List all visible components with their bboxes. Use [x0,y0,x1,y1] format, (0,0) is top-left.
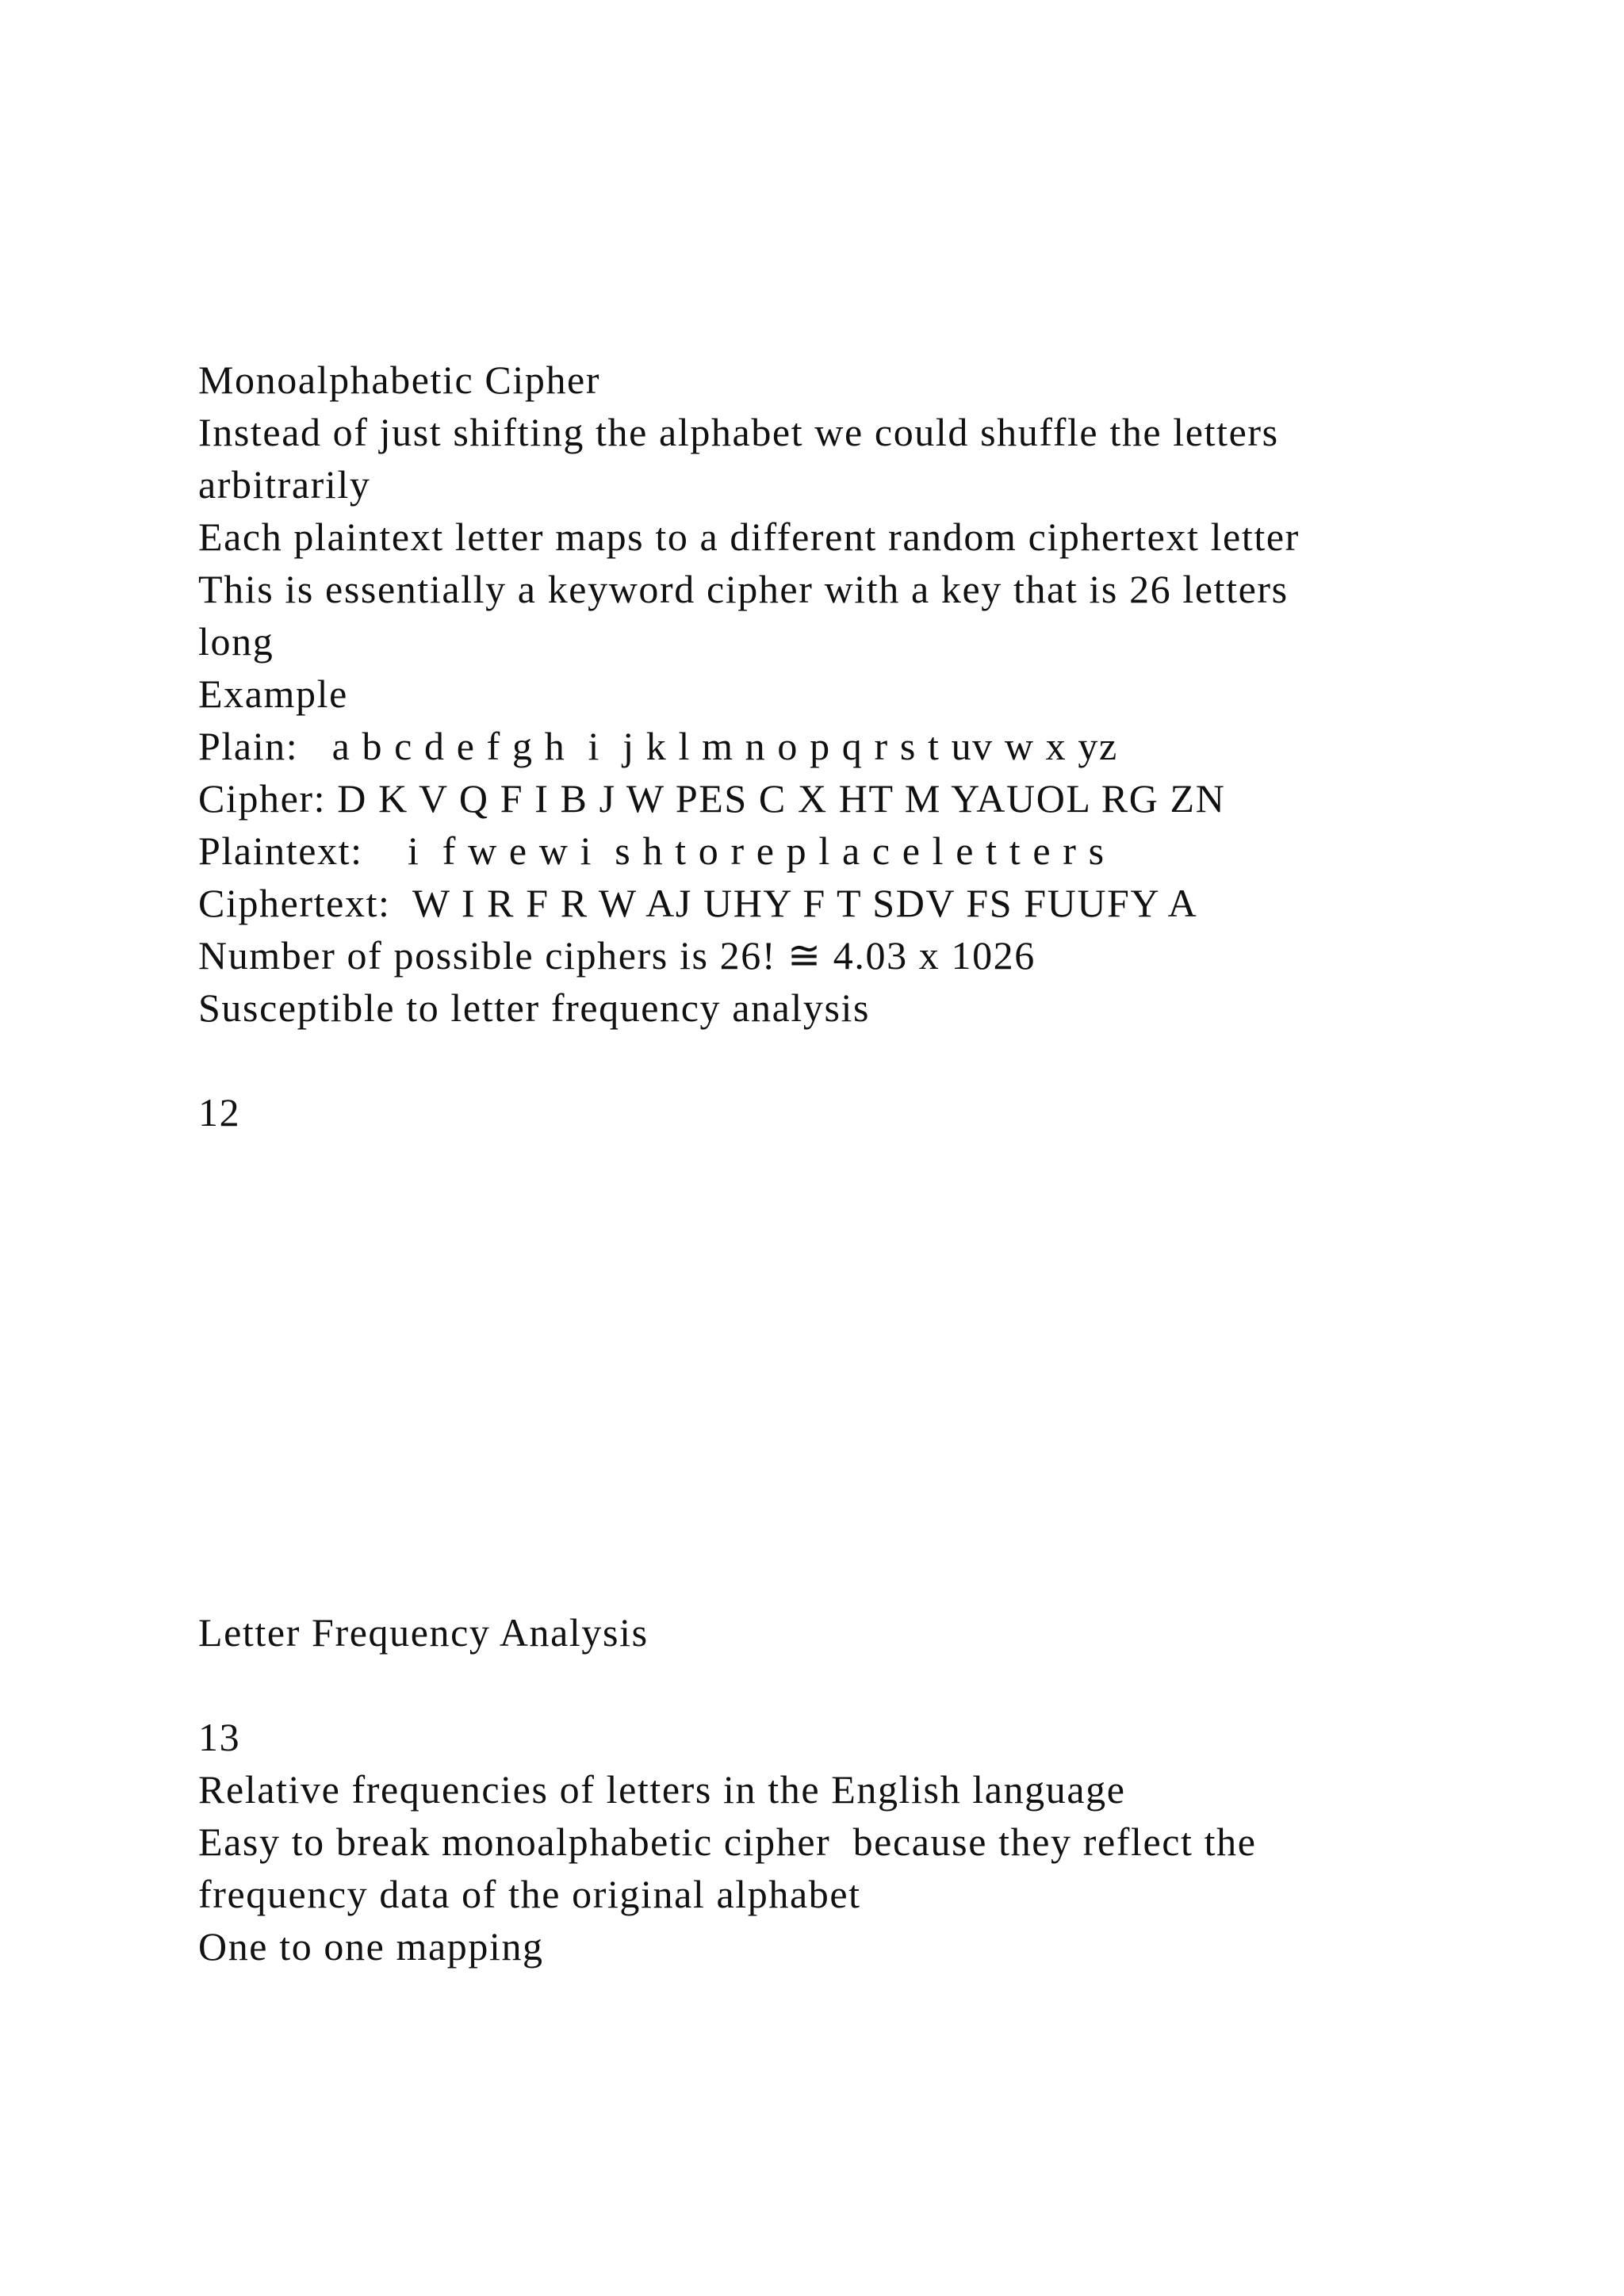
body-line: arbitrarily [198,462,371,507]
body-line: One to one mapping [198,1924,544,1969]
body-line: Easy to break monoalphabetic cipher because they reflect the [198,1820,1257,1864]
section-title-letter-frequency-analysis: Letter Frequency Analysis [198,1610,649,1655]
section-title-monoalphabetic-cipher: Monoalphabetic Cipher [198,358,601,402]
page-number: 12 [198,1090,241,1135]
cipher-alphabet-line: Cipher: D K V Q F I B J W PES C X HT M YAUOL RG ZN [198,776,1226,821]
ciphertext-example-line: Ciphertext: W I R F R W AJ UHY F T SDV FS FUUFY A [198,881,1198,925]
page-number: 13 [198,1715,241,1759]
body-line: Each plaintext letter maps to a different random ciphertext letter [198,515,1300,559]
plain-alphabet-line: Plain: a b c d e f g h i j k l m n o p q r s t uv w x yz [198,724,1118,768]
plaintext-example-line: Plaintext: i f w e w i s h t o r e p l a c e l e t t e r s [198,828,1105,873]
body-line: frequency data of the original alphabet [198,1872,861,1916]
body-line: Example [198,672,348,716]
body-line: This is essentially a keyword cipher with a key that is 26 letters [198,567,1289,611]
body-line: Number of possible ciphers is 26! ≅ 4.03 x 1026 [198,933,1036,978]
body-line: Instead of just shifting the alphabet we could shuffle the letters [198,410,1279,454]
body-line: Susceptible to letter frequency analysis [198,985,871,1030]
body-line: Relative frequencies of letters in the English language [198,1767,1126,1812]
body-line: long [198,619,274,664]
